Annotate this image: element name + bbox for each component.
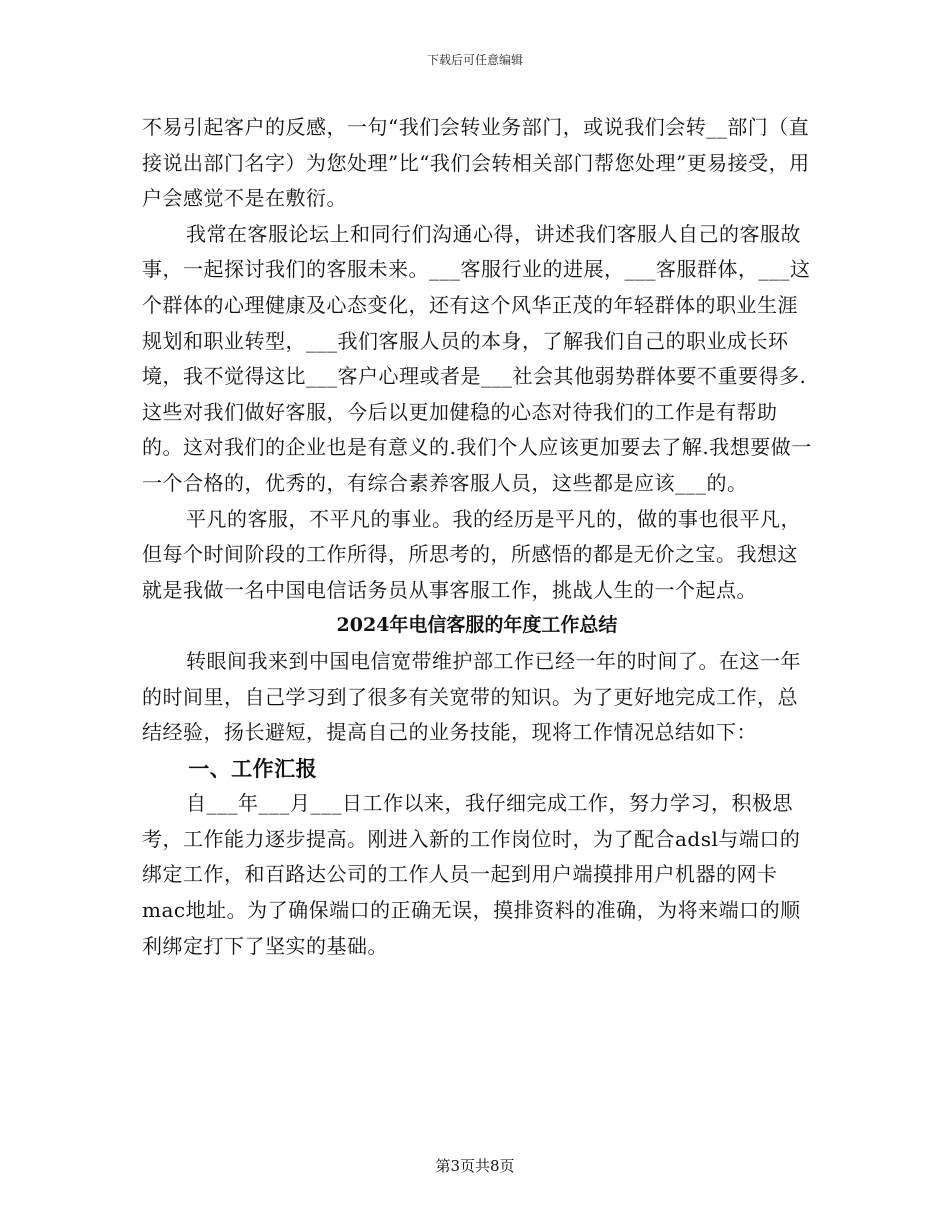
paragraph-intro: 转眼间我来到中国电信宽带维护部工作已经一年的时间了。在这一年的时间里，自己学习到了很多有关宽带的知识。为了更好地完成工作，总结经验，扬长避短，提高自己的业务技能，现将工作情况总结如下：	[142, 648, 801, 745]
page-number: 第3页共8页	[435, 1157, 515, 1175]
paragraph-forum: 我常在客服论坛上和同行们沟通心得，讲述我们客服人自己的客服故事，一起探讨我们的客服未来。___客服行业的进展，___客服群体，___这个群体的心理健康及心态变化，还有这个风华正茂的年轻群体的职业生涯规划和职业转型，___我们客服人员的本身，了解我们自己的职业成长环境，我不觉得这比___客户心理或者是___社会其他弱势群体要不重要得多.这些对我们做好客服，今后以更加健稳的心态对待我们的工作是有帮助的。这对我们的企业也是有意义的.我们个人应该更加要去了解.我想要做一一个合格的，优秀的，有综合素养客服人员，这些都是应该___的。	[142, 221, 812, 495]
page-header-note: 下载后可任意编辑	[426, 53, 523, 67]
paragraph-ordinary: 平凡的客服，不平凡的事业。我的经历是平凡的，做的事也很平凡，但每个时间阶段的工作所得，所思考的，所感悟的都是无价之宝。我想这就是我做一名中国电信话务员从事客服工作，挑战人生的一个起点。	[142, 506, 801, 602]
paragraph-report: 自___年___月___日工作以来，我仔细完成工作，努力学习，积极思考，工作能力逐步提高。刚进入新的工作岗位时，为了配合adsl与端口的绑定工作，和百路达公司的工作人员一起到用户端摸排用户机器的网卡mac地址。为了确保端口的正确无误，摸排资料的准确，为将来端口的顺利绑定打下了坚实的基础。	[142, 791, 801, 958]
document-body	[142, 110, 812, 964]
paragraph-continued: 不易引起客户的反感，一句“我们会转业务部门，或说我们会转__部门（直接说出部门名字）为您处理”比“我们会转相关部门帮您处理”更易接受，用户会感觉不是在敷衍。	[142, 115, 810, 211]
section-title: 2024年电信客服的年度工作总结	[336, 614, 618, 637]
heading-work-report: 一、工作汇报	[188, 755, 318, 781]
